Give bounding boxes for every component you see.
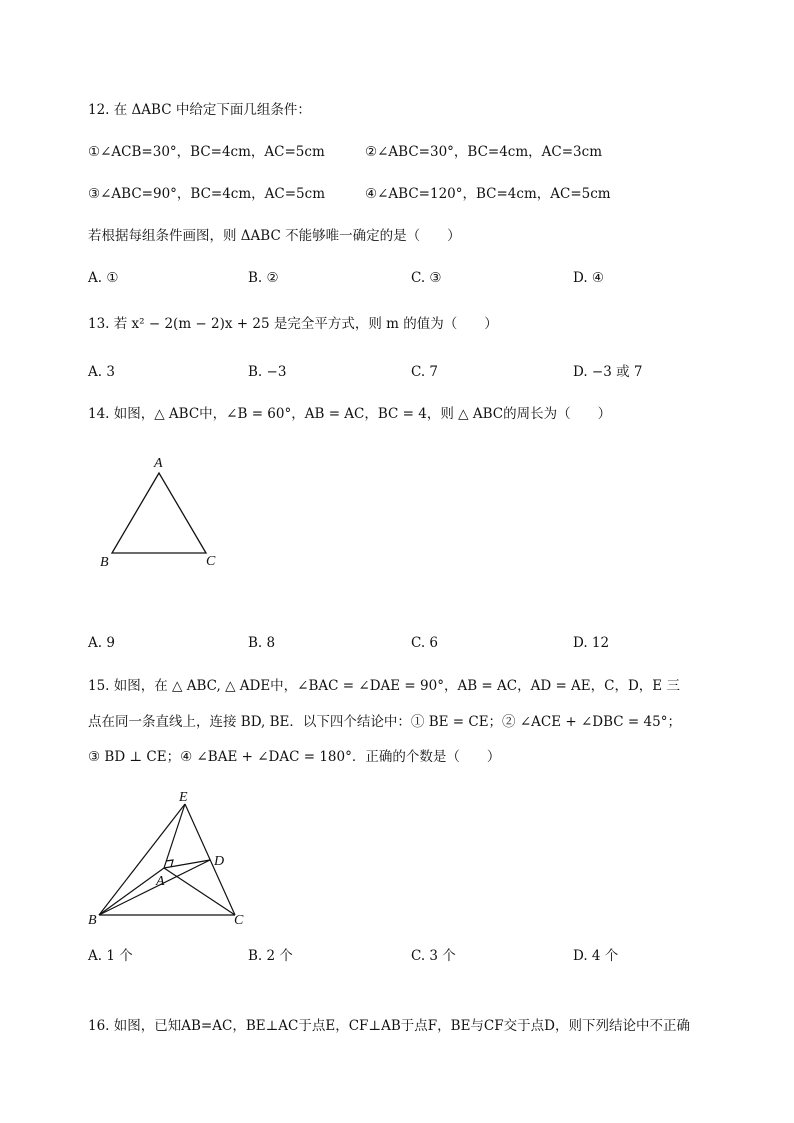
q12-option-a: A. ① <box>88 270 119 286</box>
q14-option-d: D. 12 <box>573 635 610 651</box>
label-a: A <box>156 874 165 889</box>
q15-option-a: A. 1 个 <box>88 948 133 964</box>
segment-be <box>99 804 185 915</box>
segment-ab <box>99 868 164 915</box>
q14-option-c: C. 6 <box>411 635 439 651</box>
q12-question: 若根据每组条件画图，则 ΔABC 不能够唯一确定的是（ ） <box>88 228 461 244</box>
q12-option-b: B. ② <box>248 270 279 286</box>
q16-stem: 16. 如图，已知AB=AC，BE⊥AC于点E，CF⊥AB于点F，BE与CF交于点D，则下列结论中不正确 <box>88 1018 690 1034</box>
q14-option-a: A. 9 <box>88 635 115 651</box>
label-c: C <box>234 913 244 926</box>
q12-condition-2: ②∠ABC=30°，BC=4cm，AC=3cm <box>365 144 603 160</box>
label-a: A <box>154 456 163 471</box>
label-b: B <box>100 555 109 570</box>
q15-stem-line-2: 点在同一条直线上，连接 BD, BE．以下四个结论中：① BE = CE；② ∠ACE + ∠DBC = 45°； <box>88 714 681 730</box>
label-e: E <box>179 790 188 805</box>
q13-option-c: C. 7 <box>411 364 439 380</box>
q15-option-b: B. 2 个 <box>248 948 293 964</box>
triangle-abc <box>112 473 206 553</box>
q12-option-d: D. ④ <box>573 270 605 286</box>
q12-condition-4: ④∠ABC=120°，BC=4cm，AC=5cm <box>365 186 611 202</box>
q13-stem: 13. 若 x² − 2(m − 2)x + 25 是完全平方式，则 m 的值为（ ） <box>88 316 498 332</box>
q15-option-d: D. 4 个 <box>573 948 619 964</box>
q12-option-c: C. ③ <box>411 270 442 286</box>
label-c: C <box>206 554 216 569</box>
right-angle-mark <box>166 860 173 867</box>
q14-stem: 14. 如图，△ ABC中，∠B = 60°，AB = AC，BC = 4，则 △ ABC的周长为（ ） <box>88 406 612 422</box>
label-d: D <box>214 854 225 869</box>
label-b: B <box>88 913 97 926</box>
q15-stem-line-1: 15. 如图，在 △ ABC, △ ADE中，∠BAC = ∠DAE = 90°，AB = AC，AD = AE，C，D，E 三 <box>88 678 680 694</box>
q12-stem: 12. 在 ΔABC 中给定下面几组条件： <box>88 102 311 118</box>
q15-option-c: C. 3 个 <box>411 948 456 964</box>
q12-condition-3: ③∠ABC=90°，BC=4cm，AC=5cm <box>88 186 326 202</box>
q13-option-a: A. 3 <box>88 364 115 380</box>
segment-ae <box>164 804 185 868</box>
q14-option-b: B. 8 <box>248 635 276 651</box>
q12-condition-1: ①∠ACB=30°，BC=4cm，AC=5cm <box>88 144 325 160</box>
q14-triangle-figure <box>90 452 230 577</box>
q13-option-b: B. −3 <box>248 364 287 380</box>
q15-stem-line-3: ③ BD ⊥ CE；④ ∠BAE + ∠DAC = 180°．正确的个数是（ ） <box>88 749 501 765</box>
q15-triangles-figure <box>84 786 254 926</box>
q13-option-d: D. −3 或 7 <box>573 364 643 380</box>
